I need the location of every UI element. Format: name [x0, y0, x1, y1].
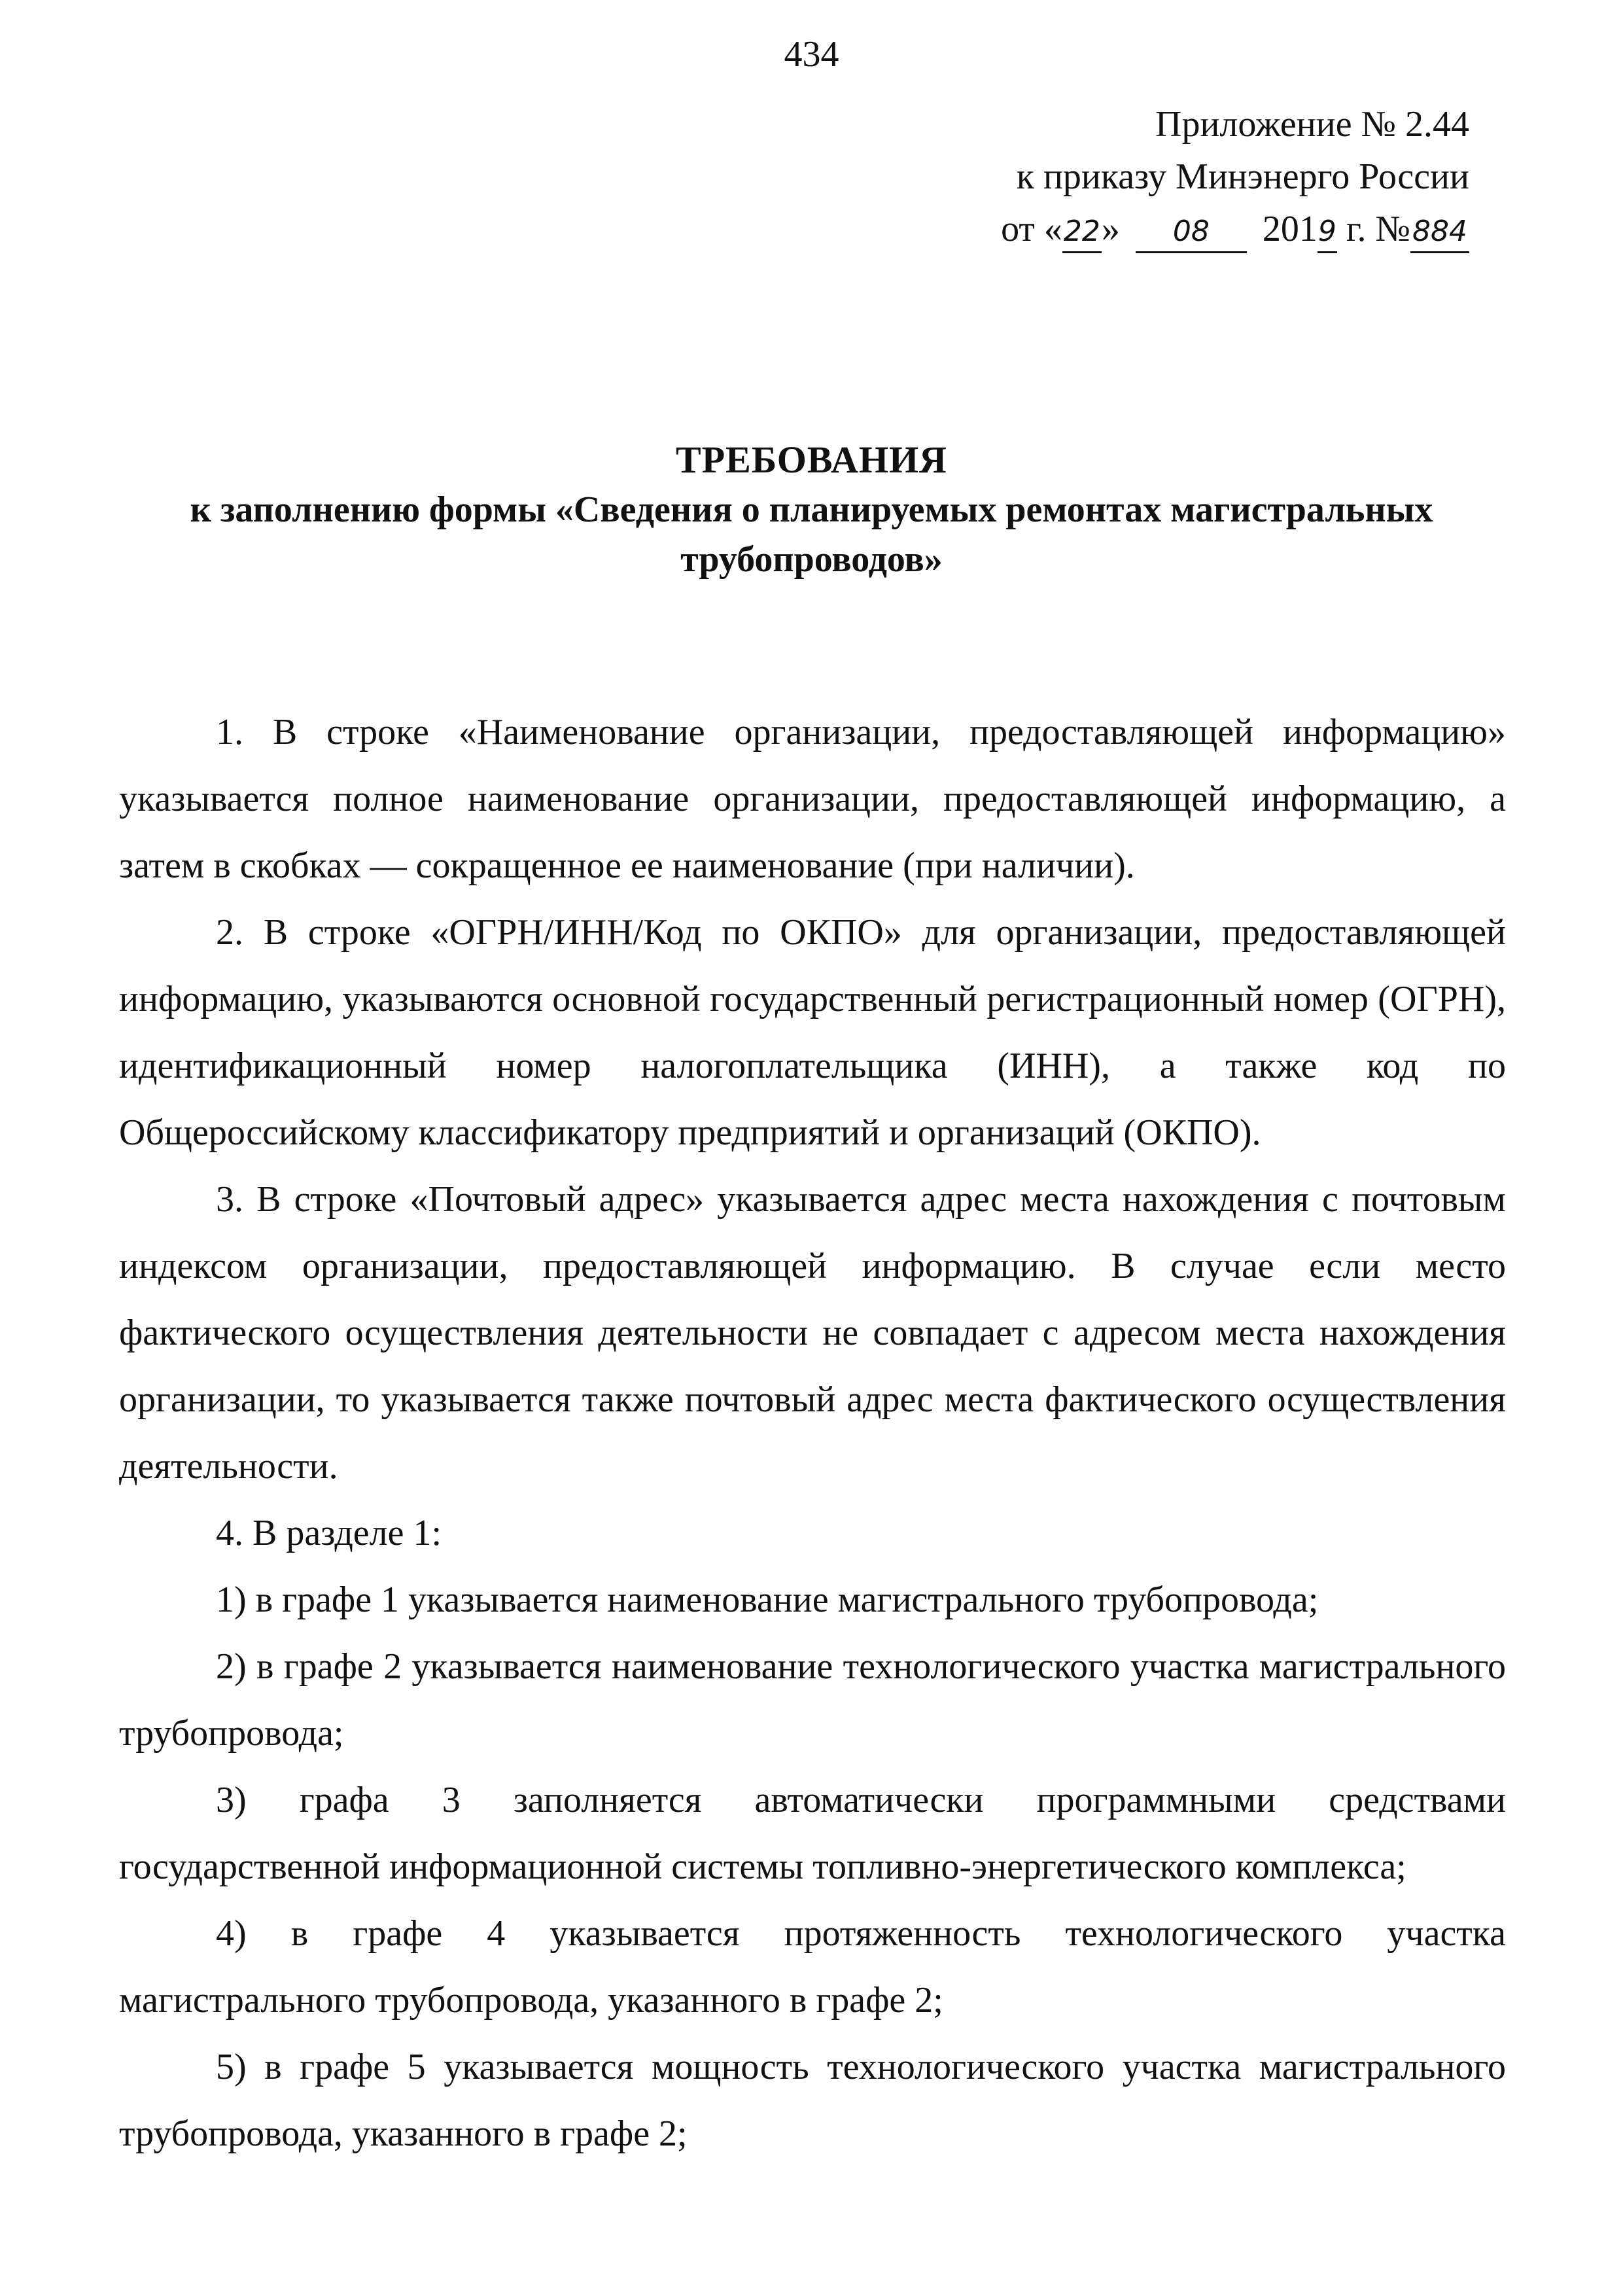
list-item-3: 3) графа 3 заполняется автоматически программными средствами государственной информационной системы топливно-энергетического комплекса;	[119, 1780, 1506, 1887]
list-item-2: 2) в графе 2 указывается наименование технологического участка магистрального трубопровода;	[119, 1646, 1506, 1754]
list-item-5: 5) в графе 5 указывается мощность технологического участка магистрального трубопровода, указанного в графе 2;	[119, 2047, 1506, 2154]
document-title-block	[0, 435, 1623, 584]
year-prefix: 201	[1262, 209, 1318, 249]
paragraph-3: 3. В строке «Почтовый адрес» указывается адрес места нахождения с почтовым индексом организации, предоставляющей информацию. В случае если место фактического осуществления деятельности не совпадает с адресом места нахождения организации, то указывается также почтовый адрес места фактического осуществления деятельности.	[119, 1179, 1506, 1487]
appendix-order-ref: к приказу Минэнерго России	[1016, 156, 1469, 197]
appendix-block	[881, 98, 1469, 255]
paragraph-4: 4. В разделе 1:	[216, 1513, 442, 1553]
list-item-1: 1) в графе 1 указывается наименование магистрального трубопровода;	[216, 1580, 1319, 1620]
handwritten-order-number: 884	[1410, 212, 1469, 253]
paragraph-1: 1. В строке «Наименование организации, предоставляющей информацию» указывается полное наименование организации, предоставляющей информацию, а затем в скобках — сокращенное ее наименование (при наличии).	[119, 712, 1506, 886]
document-subtitle: к заполнению формы «Сведения о планируемых ремонтах магистральных трубопроводов»	[190, 489, 1433, 580]
page-number: 434	[784, 34, 839, 75]
list-item-4: 4) в графе 4 указывается протяженность технологического участка магистрального трубопровода, указанного в графе 2;	[119, 1913, 1506, 2021]
document-body	[119, 699, 1506, 2167]
paragraph-2: 2. В строке «ОГРН/ИНН/Код по ОКПО» для организации, предоставляющей информацию, указываются основной государственный регистрационный номер (ОГРН), идентификационный номер налогоплательщика (ИНН), а также код по Общероссийскому классификатору предприятий и организаций (ОКПО).	[119, 912, 1506, 1153]
document-title: ТРЕБОВАНИЯ	[676, 438, 947, 481]
handwritten-month: 08	[1136, 212, 1247, 253]
date-mid: »	[1101, 209, 1120, 249]
year-suffix: г. №	[1336, 209, 1410, 249]
date-prefix: от «	[1001, 209, 1062, 249]
handwritten-day: 22	[1062, 212, 1102, 253]
appendix-title: Приложение № 2.44	[1155, 104, 1469, 145]
appendix-date-line	[881, 203, 1469, 255]
handwritten-year-digit: 9	[1318, 212, 1337, 253]
